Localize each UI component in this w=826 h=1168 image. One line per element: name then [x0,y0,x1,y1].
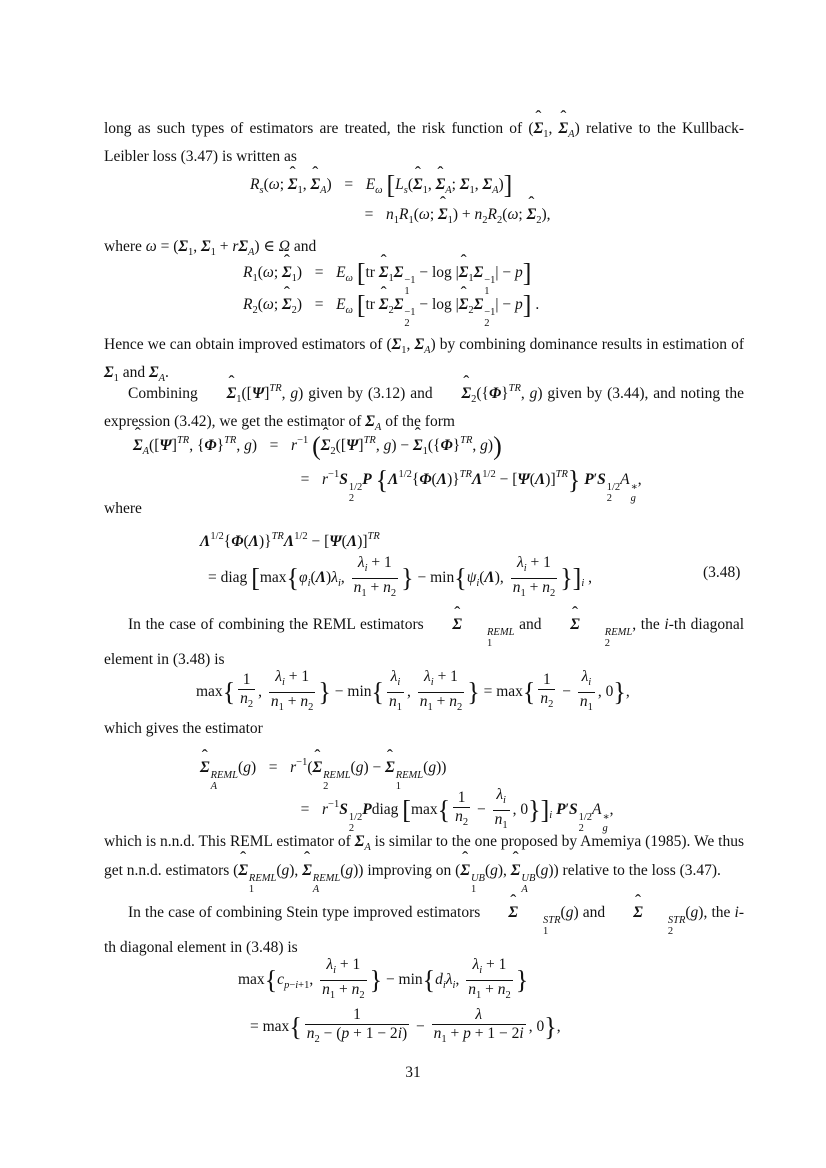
equation-diag-1: $\Lambda^{1/2}\{\Phi(\Lambda)\}^{TR}\Lambda^{1/2} - [\Psi(\Lambda)]^{TR}$ [200,531,380,550]
equation-diag-2: = diag [$\max\{\varphi_i(\Lambda)\lambda_i$, $\frac{\lambda_i + 1}{n_1 + n_2}$ } − $\min\{\psi_i(\Lambda)$, $\frac{\lambda_i + 1}{n_1 + n_2}$ }]$_i$ , [208,554,593,599]
equation-sigma-a-estimator-1: ˆ $\Sigma_A([\Psi]^{TR}$, $\{\Phi\}^{TR}$, $g) = r^{-1}$ (ˆ $\Sigma_2([\Psi]^{TR}$, g) − ˆ $\Sigma_1(\{\Phi\}^{TR}$, g)) [133,430,502,463]
equation-reml-diag: max{ $\frac{1}{n_2}$ , $\frac{\lambda_i + 1}{n_1 + n_2}$ } − min{ $\frac{\lambda_i}{n_1}$ , $\frac{\lambda_i + 1}{n_1 + n_2}$ } = max{ $\frac{1}{n_2}$ − $\frac{\lambda_i}{n_1}$ , 0}, [196,668,630,713]
equation-risk-decomposition-2: = $n_1R_1(\omega$; ˆ $\Sigma_1) + n_2R_2(\omega$; ˆ $\Sigma_2$), [352,204,550,232]
paragraph-combining: Combining ˆ $\Sigma_1([\Psi]^{TR}$, g) given by (3.12) and ˆ $\Sigma_2(\{\Phi\}^{TR}$, g) given by (3.44), and noting the expression (3.42), we get the estimator of $\Sigma_A$ of the form [104,378,744,439]
equation-stein-diag-1: $\max\{c_{p-i+1}$, $\frac{\lambda_i + 1}{n_1 + n_2}$ } − $\min\{d_i\lambda_i$, $\frac{\lambda_i + 1}{n_1 + n_2}$ } [238,956,529,1001]
page-number: 31 [405,1064,421,1081]
equation-reml-estimator-2: = $r^{-1}S$ 1/2 2 Pdiag [max{ $\frac{1}{n_2}$ − $\frac{\lambda_i}{n_1}$ , $0\}]_i$ P′S 1/2 2 A ∗ g , [300,786,614,835]
paragraph-where: where [104,500,142,517]
paragraph-risk-function: long as such types of estimators are treated, the risk function of (ˆ $\Sigma_1$, ˆ $\Sigma_A$) relative to the Kullback-Leibler loss (3.47) is written as [104,118,744,168]
equation-stein-diag-2: = max{ $\frac{1}{n_2 - (p + 1 - 2i)}$ − $\frac{\lambda}{n_1 + p + 1 - 2i}$ , 0}, [250,1006,561,1045]
equation-number: (3.48) [703,564,741,581]
paragraph-stein: In the case of combining Stein type improved estimators ˆ Σ STR 1 (g) and ˆ Σ STR 2 (g), the i-th diagonal element in (3.48) is [104,902,744,959]
paragraph-nnd: which is n.n.d. This REML estimator of $\Sigma_A$ is similar to the one proposed by Amemiya (1985). We thus get n.n.d. estimators (ˆ Σ REML 1 (g), ˆ Σ REML A (g)) improving on (ˆ Σ UB 1 (g), ˆ Σ UB A (g)) relative to the loss (3.47). [104,830,744,895]
paragraph-where-omega: where $\omega = (\Sigma_1$, $\Sigma_1 + r\Sigma_A$) ∈ Ω and [104,238,317,258]
equation-sigma-a-estimator-2: = $r^{-1}S$ 1/2 2 P $\{\Lambda^{1/2}\{\Phi(\Lambda)\}^{TR}\Lambda^{1/2} - [\Psi(\Lambda)]^{TR}\}$ P′S 1/2 2 A ∗ g , [300,465,642,504]
equation-r2: $R_2(\omega$; ˆ $\Sigma_2) = E_\omega$ [tr ˆ $\Sigma_2\Sigma$ −1 2 − log |ˆ $\Sigma_2\Sigma$ −1 2 | − p] . [243,294,539,329]
equation-risk-decomposition-1: $R_s(\omega$; ˆ $\Sigma_1$, ˆ $\Sigma_A) = E_\omega$ [$L_s(ˆ$ $\Sigma_1$, ˆ $\Sigma_A$; $\Sigma_1$, $\Sigma_A$)] [250,174,512,202]
paragraph-hence: Hence we can obtain improved estimators of ($\Sigma_1$, $\Sigma_A$) by combining dominance results in estimation of $\Sigma_1$ and $\Sigma_A$. [104,336,744,384]
equation-r1: $R_1(\omega$; ˆ $\Sigma_1) = E_\omega$ [tr ˆ $\Sigma_1\Sigma$ −1 1 − log |ˆ $\Sigma_1\Sigma$ −1 1 | − p] [243,262,531,297]
equation-reml-estimator-1: ˆ Σ REML A $(g) = r^{-1}(ˆ$ Σ REML 2 (g) − ˆ Σ REML 1 (g)) [200,752,446,792]
paragraph-reml: In the case of combining the REML estimators ˆ Σ REML 1 and ˆ Σ REML 2 , the i-th diagonal element in (3.48) is [104,614,744,671]
paragraph-which-gives: which gives the estimator [104,720,263,737]
